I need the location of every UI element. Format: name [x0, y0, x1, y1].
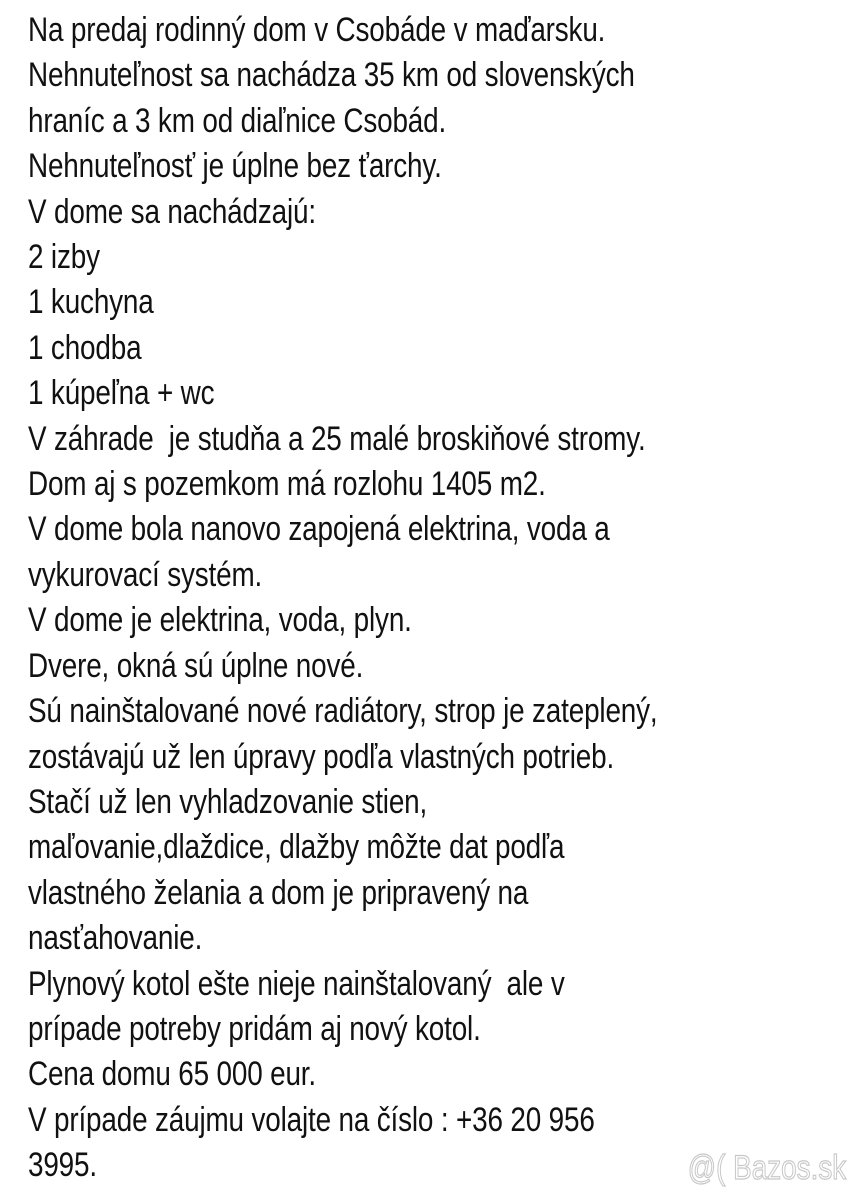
price-line: Cena domu 65 000 eur.: [28, 1055, 316, 1094]
text-line: vlastného želania a dom je pripravený na: [28, 873, 529, 912]
contact-line-continued: 3995.: [28, 1146, 97, 1185]
text-line: Sú nainštalované nové radiátory, strop je zateplený,: [28, 692, 658, 731]
text-line: V dome bola nanovo zapojená elektrina, voda a: [28, 510, 610, 549]
text-line: hraníc a 3 km od diaľnice Csobád.: [28, 101, 447, 140]
text-line: maľovanie,dlaždice, dlažby môžte dat podľa: [28, 828, 565, 867]
text-line: Stačí už len vyhladzovanie stien,: [28, 782, 428, 821]
text-line: zostávajú už len úpravy podľa vlastných potrieb.: [28, 737, 615, 776]
text-line: 1 chodba: [28, 328, 142, 367]
bazos-watermark: @( Bazos.sk: [687, 1149, 846, 1187]
text-line: vykurovací systém.: [28, 555, 263, 594]
text-line: Nehnuteľnost sa nachádza 35 km od slovenských: [28, 56, 635, 95]
text-line: Nehnuteľnosť je úplne bez ťarchy.: [28, 147, 442, 186]
listing-description: [28, 8, 848, 1189]
text-line: Na predaj rodinný dom v Csobáde v maďarsku.: [28, 11, 606, 49]
text-line: V dome sa nachádzajú:: [28, 192, 316, 231]
text-line: 2 izby: [28, 238, 100, 277]
text-line: V dome je elektrina, voda, plyn.: [28, 601, 412, 640]
text-line: Dvere, okná sú úplne nové.: [28, 646, 364, 685]
text-line: Plynový kotol ešte nieje nainštalovaný ale v: [28, 964, 565, 1003]
text-line: 1 kuchyna: [28, 283, 154, 322]
contact-line: V prípade záujmu volajte na číslo : +36 20 956: [28, 1100, 595, 1139]
text-line: prípade potreby pridám aj nový kotol.: [28, 1009, 481, 1048]
text-line: V záhrade je studňa a 25 malé broskiňové stromy.: [28, 419, 646, 458]
text-line: nasťahovanie.: [28, 919, 203, 958]
text-line: Dom aj s pozemkom má rozlohu 1405 m2.: [28, 465, 546, 504]
text-line: 1 kúpeľna + wc: [28, 374, 215, 413]
